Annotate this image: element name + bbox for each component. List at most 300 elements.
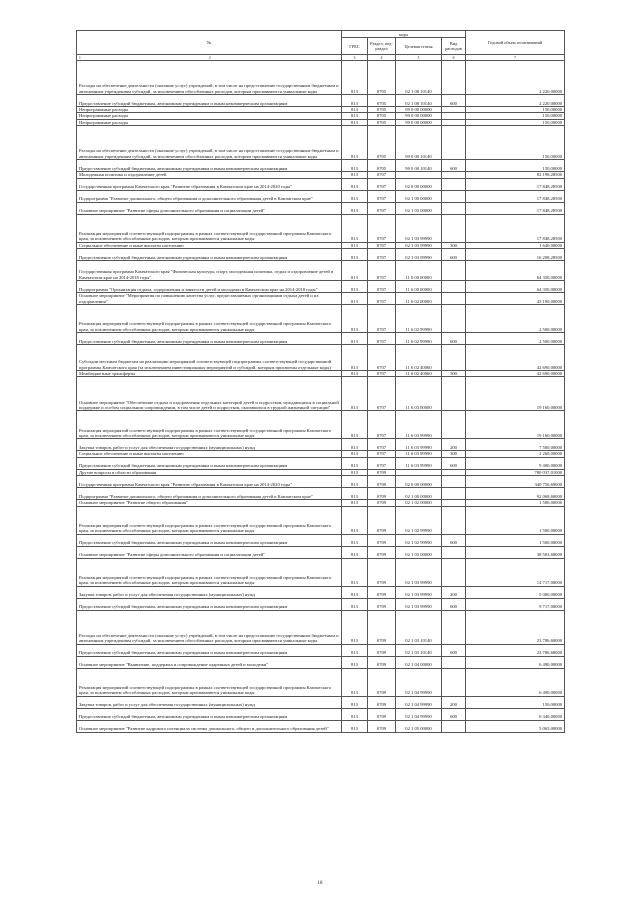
row-razdel: 0707 — [368, 439, 396, 451]
row-expense-type: 600 — [442, 708, 466, 720]
table-row — [77, 488, 565, 500]
table-row — [77, 202, 565, 214]
row-razdel: 0709 — [368, 534, 396, 546]
row-razdel: 0705 — [368, 61, 396, 95]
row-expense-type — [442, 190, 466, 202]
row-razdel: 0705 — [368, 160, 396, 172]
row-name: Подпрограмма "Организация отдыха, оздоровления и занятости детей и молодежи в Камчатском крае на 2014-2018 годы" — [77, 281, 342, 293]
row-target: 99 0 00 00000 — [396, 113, 442, 119]
row-target: 11 6 03 00000 — [396, 377, 442, 411]
row-expense-type — [442, 281, 466, 293]
row-target: 02 1 04 99990 — [396, 668, 442, 696]
row-name: Государственная программа Камчатского края "Развитие образования в Камчатском крае на 2014-2020 годы" — [77, 178, 342, 190]
row-expense-type — [442, 178, 466, 190]
row-name: Предоставление субсидий бюджетным, автономным учреждениям и иным некоммерческим организациям — [77, 249, 342, 261]
table-header — [77, 31, 565, 61]
table-body — [77, 61, 565, 733]
row-amount: 16 208,28500 — [466, 249, 565, 261]
row-razdel: 0705 — [368, 113, 396, 119]
row-target: 02 0 00 00000 — [396, 476, 442, 488]
table-row — [77, 214, 565, 242]
row-name: Социальное обеспечение и иные выплаты населению — [77, 451, 342, 457]
row-amount: 38 503,68000 — [466, 546, 565, 558]
row-expense-type: 600 — [442, 249, 466, 261]
row-grbs: 813 — [342, 293, 368, 305]
row-name: Межбюджетные трансферты — [77, 371, 342, 377]
row-target: 02 1 02 99990 — [396, 506, 442, 534]
row-grbs: 813 — [342, 558, 368, 586]
table-row — [77, 506, 565, 534]
row-razdel: 0707 — [368, 214, 396, 242]
row-name: Реализация мероприятий соответствующей подпрограммы в рамках соответствующей государственной программы Камчатского края, за исключением обособленных расходов, которым присваиваются уникальные коды — [77, 668, 342, 696]
row-razdel: 0709 — [368, 488, 396, 500]
row-razdel: 0707 — [368, 371, 396, 377]
header-index-6: 6 — [442, 55, 466, 61]
row-amount: 42 690,00000 — [466, 345, 565, 371]
row-expense-type — [442, 476, 466, 488]
row-expense-type: 600 — [442, 95, 466, 107]
row-target: 02 1 02 99990 — [396, 534, 442, 546]
row-amount: 340 750,69000 — [466, 476, 565, 488]
row-amount: 23 786,68000 — [466, 644, 565, 656]
row-grbs: 813 — [342, 281, 368, 293]
row-grbs: 813 — [342, 500, 368, 506]
header-sum: Годовой объем ассигнований — [466, 31, 565, 55]
row-name: Расходы на обеспечение деятельности (оказание услуг) учреждений, в том числе на предоставление государственным бюджетным и автономным учреждениям субсидий, за исключением обособленных расходов, которым присваиваются уникальные коды — [77, 61, 342, 95]
row-amount: 23 786,68000 — [466, 610, 565, 644]
row-name: Подпрограмма "Развитие дошкольного, общего образования и дополнительного образования детей в Камчатском крае" — [77, 488, 342, 500]
row-razdel: 0707 — [368, 242, 396, 248]
row-razdel: 0709 — [368, 598, 396, 610]
row-amount: 19 160,00000 — [466, 411, 565, 439]
row-amount: 92 068,68000 — [466, 488, 565, 500]
header-codes: коды — [342, 31, 466, 38]
table-row — [77, 178, 565, 190]
budget-table — [76, 30, 565, 733]
row-name: Предоставление субсидий бюджетным, автономным учреждениям и иным некоммерческим организациям — [77, 644, 342, 656]
row-target: 02 1 03 99990 — [396, 586, 442, 598]
row-target: 11 6 02 40060 — [396, 371, 442, 377]
row-grbs: 813 — [342, 488, 368, 500]
row-name: Предоставление субсидий бюджетным, автономным учреждениям и иным некоммерческим организациям — [77, 534, 342, 546]
row-amount: 64 350,00000 — [466, 281, 565, 293]
row-razdel: 0709 — [368, 476, 396, 488]
row-grbs: 813 — [342, 202, 368, 214]
row-razdel: 0707 — [368, 281, 396, 293]
budget-sheet — [76, 30, 564, 733]
row-name: Основное мероприятие "Развитие сферы дополнительного образования и социализации детей" — [77, 202, 342, 214]
row-grbs: 813 — [342, 61, 368, 95]
row-amount: 150,00000 — [466, 113, 565, 119]
row-name: Непрограммные расходы — [77, 107, 342, 113]
row-razdel: 0709 — [368, 469, 396, 475]
row-amount: 1 500,00000 — [466, 506, 565, 534]
row-razdel: 0709 — [368, 668, 396, 696]
table-row — [77, 305, 565, 333]
row-amount: 64 350,00000 — [466, 261, 565, 281]
row-target: 11 6 03 99990 — [396, 451, 442, 457]
row-expense-type — [442, 261, 466, 281]
row-expense-type: 200 — [442, 586, 466, 598]
row-grbs: 813 — [342, 261, 368, 281]
table-row — [77, 476, 565, 488]
row-expense-type: 300 — [442, 242, 466, 248]
row-name: Предоставление субсидий бюджетным, автономным учреждениям и иным некоммерческим организациям — [77, 333, 342, 345]
row-grbs: 813 — [342, 178, 368, 190]
table-row — [77, 261, 565, 281]
row-grbs: 813 — [342, 411, 368, 439]
row-expense-type: 600 — [442, 457, 466, 469]
row-expense-type — [442, 202, 466, 214]
row-expense-type: 600 — [442, 333, 466, 345]
row-name: Реализация мероприятий соответствующей подпрограммы в рамках соответствующей государственной программы Камчатского края, за исключением обособленных расходов, которым присваиваются уникальные коды — [77, 558, 342, 586]
table-row — [77, 377, 565, 411]
row-grbs: 813 — [342, 172, 368, 178]
row-target: 02 1 05 00000 — [396, 720, 442, 732]
row-grbs: 813 — [342, 598, 368, 610]
header-vr: Вид расходов — [442, 38, 466, 55]
row-name: Закупка товаров, работ и услуг для обеспечения государственных (муниципальных) нужд — [77, 696, 342, 708]
table-row — [77, 333, 565, 345]
row-amount: 1 500,00000 — [466, 500, 565, 506]
header-cs: Целевая статья — [396, 38, 442, 55]
row-expense-type: 600 — [442, 598, 466, 610]
row-amount: 2 220,00000 — [466, 95, 565, 107]
row-razdel: 0707 — [368, 202, 396, 214]
header-index-5: 5 — [396, 55, 442, 61]
row-target: 02 1 03 99990 — [396, 598, 442, 610]
row-grbs: 813 — [342, 476, 368, 488]
row-name: Предоставление субсидий бюджетным, автономным учреждениям и иным некоммерческим организациям — [77, 708, 342, 720]
row-grbs: 813 — [342, 534, 368, 546]
row-amount: 2 220,00000 — [466, 61, 565, 95]
row-grbs: 813 — [342, 720, 368, 732]
row-expense-type — [442, 668, 466, 696]
row-target: 02 0 00 00000 — [396, 178, 442, 190]
row-grbs: 813 — [342, 439, 368, 451]
row-amount: 9 717,00000 — [466, 598, 565, 610]
header-razdel: Раздел, под-раздел — [368, 38, 396, 55]
row-grbs: 813 — [342, 696, 368, 708]
table-row — [77, 546, 565, 558]
row-amount: 17 848,28500 — [466, 214, 565, 242]
row-expense-type — [442, 610, 466, 644]
row-amount: 42 690,00000 — [466, 371, 565, 377]
row-target: 02 1 08 10140 — [396, 95, 442, 107]
row-razdel: 0709 — [368, 610, 396, 644]
table-row — [77, 190, 565, 202]
row-amount: 150,00000 — [466, 126, 565, 160]
row-expense-type — [442, 411, 466, 439]
row-razdel: 0709 — [368, 720, 396, 732]
row-grbs: 813 — [342, 377, 368, 411]
row-name: Расходы на обеспечение деятельности (оказание услуг) учреждений, в том числе на предоставление государственным бюджетным и автономным учреждениям субсидий, за исключением обособленных расходов, которым присваиваются уникальные коды — [77, 610, 342, 644]
row-target: 99 0 00 10140 — [396, 126, 442, 160]
row-target: 02 1 03 99990 — [396, 214, 442, 242]
row-razdel: 0707 — [368, 411, 396, 439]
row-expense-type — [442, 488, 466, 500]
row-razdel: 0709 — [368, 708, 396, 720]
row-razdel: 0705 — [368, 95, 396, 107]
table-row — [77, 95, 565, 107]
table-row — [77, 644, 565, 656]
row-name: Основное мероприятие "Мероприятия по повышению качества услуг, предоставляемых организациями отдыха детей и их оздоровления" — [77, 293, 342, 305]
table-row — [77, 411, 565, 439]
header-grbs: ГРБС — [342, 38, 368, 55]
row-expense-type: 500 — [442, 371, 466, 377]
row-target: 11 6 03 99990 — [396, 439, 442, 451]
table-row — [77, 558, 565, 586]
row-expense-type: 200 — [442, 696, 466, 708]
row-name: Подпрограмма "Развитие дошкольного, общего образования и дополнительного образования детей в Камчатском крае" — [77, 190, 342, 202]
row-name: Реализация мероприятий соответствующей подпрограммы в рамках соответствующей государственной программы Камчатского края, за исключением обособленных расходов, которым присваиваются уникальные коды — [77, 506, 342, 534]
row-target: 99 0 00 00000 — [396, 119, 442, 125]
row-target: 99 0 00 10140 — [396, 160, 442, 172]
row-name: Предоставление субсидий бюджетным, автономным учреждениям и иным некоммерческим организациям — [77, 95, 342, 107]
row-grbs: 813 — [342, 371, 368, 377]
row-target: 02 1 00 00000 — [396, 488, 442, 500]
row-grbs: 813 — [342, 506, 368, 534]
row-amount: 17 848,28500 — [466, 190, 565, 202]
header-index-2: 2 — [209, 55, 211, 60]
row-razdel: 0707 — [368, 261, 396, 281]
row-amount: 5 000,00000 — [466, 586, 565, 598]
row-grbs: 813 — [342, 610, 368, 644]
header-num: № — [77, 31, 342, 55]
row-target: 02 1 04 99990 — [396, 696, 442, 708]
row-target: 02 1 04 99990 — [396, 708, 442, 720]
row-razdel: 0707 — [368, 457, 396, 469]
row-target: 02 1 00 00000 — [396, 190, 442, 202]
row-razdel: 0709 — [368, 586, 396, 598]
row-amount: 1 500,00000 — [466, 534, 565, 546]
row-grbs: 813 — [342, 708, 368, 720]
row-expense-type — [442, 345, 466, 371]
row-target: 11 6 03 99990 — [396, 411, 442, 439]
row-name: Предоставление субсидий бюджетным, автономным учреждениям и иным некоммерческим организациям — [77, 598, 342, 610]
row-grbs: 813 — [342, 469, 368, 475]
table-row — [77, 720, 565, 732]
row-amount: 150,00000 — [466, 160, 565, 172]
row-name: Закупка товаров, работ и услуг для обеспечения государственных (муниципальных) нужд — [77, 439, 342, 451]
row-grbs: 813 — [342, 119, 368, 125]
row-expense-type — [442, 656, 466, 668]
row-razdel: 0709 — [368, 546, 396, 558]
row-razdel: 0707 — [368, 305, 396, 333]
row-razdel: 0707 — [368, 345, 396, 371]
row-amount: 19 160,00000 — [466, 377, 565, 411]
row-target: 02 1 03 00000 — [396, 202, 442, 214]
row-expense-type — [442, 506, 466, 534]
row-amount: 6 490,00000 — [466, 656, 565, 668]
table-row — [77, 610, 565, 644]
row-grbs: 813 — [342, 107, 368, 113]
row-name: Социальное обеспечение и иные выплаты населению — [77, 242, 342, 248]
row-expense-type — [442, 126, 466, 160]
row-target: 02 1 03 10140 — [396, 610, 442, 644]
row-expense-type — [442, 720, 466, 732]
table-row — [77, 586, 565, 598]
row-razdel: 0707 — [368, 190, 396, 202]
table-row — [77, 439, 565, 451]
row-name: Другие вопросы в области образования — [77, 469, 342, 475]
row-razdel: 0707 — [368, 249, 396, 261]
row-target: 99 0 00 00000 — [396, 107, 442, 113]
row-amount: 14 717,00000 — [466, 558, 565, 586]
row-name: Расходы на обеспечение деятельности (оказание услуг) учреждений, в том числе на предоставление государственным бюджетным и автономным учреждениям субсидий, за исключением обособленных расходов, которым присваиваются уникальные коды — [77, 126, 342, 160]
row-amount: 150,00000 — [466, 696, 565, 708]
row-expense-type: 600 — [442, 534, 466, 546]
row-razdel: 0707 — [368, 172, 396, 178]
row-target: 02 1 03 10140 — [396, 644, 442, 656]
header-index-1: 1 — [79, 55, 81, 60]
row-razdel: 0709 — [368, 558, 396, 586]
row-target: 02 1 03 99990 — [396, 558, 442, 586]
row-target: 02 1 03 99990 — [396, 242, 442, 248]
row-razdel: 0705 — [368, 126, 396, 160]
row-amount: 1 640,00000 — [466, 242, 565, 248]
row-razdel: 0709 — [368, 506, 396, 534]
row-target: 02 1 04 00000 — [396, 656, 442, 668]
row-name: Основное мероприятие "Развитие сферы дополнительного образования и социализации детей" — [77, 546, 342, 558]
table-row — [77, 293, 565, 305]
table-row — [77, 61, 565, 95]
row-target: 11 6 02 99990 — [396, 333, 442, 345]
row-expense-type: 600 — [442, 644, 466, 656]
row-amount: 9 400,00000 — [466, 457, 565, 469]
row-grbs: 813 — [342, 333, 368, 345]
row-name: Основное мероприятие "Выявление, поддержка и сопровождение одаренных детей и молодежи" — [77, 656, 342, 668]
row-grbs: 813 — [342, 656, 368, 668]
row-name: Закупка товаров, работ и услуг для обеспечения государственных (муниципальных) нужд — [77, 586, 342, 598]
row-expense-type: 300 — [442, 451, 466, 457]
row-razdel: 0707 — [368, 451, 396, 457]
row-amount: 6 340,00000 — [466, 708, 565, 720]
row-target: 11 6 00 00000 — [396, 281, 442, 293]
row-expense-type — [442, 546, 466, 558]
row-name: Реализация мероприятий соответствующей подпрограммы в рамках соответствующей государственной программы Камчатского края, за исключением обособленных расходов, которым присваиваются уникальные коды — [77, 214, 342, 242]
row-name: Непрограммные расходы — [77, 119, 342, 125]
row-razdel: 0707 — [368, 377, 396, 411]
row-name: Реализация мероприятий соответствующей подпрограммы в рамках соответствующей государственной программы Камчатского края, за исключением обособленных расходов, которым присваиваются уникальные коды — [77, 305, 342, 333]
row-grbs: 813 — [342, 345, 368, 371]
row-name: Государственная программа Камчатского края "Физическая культура, спорт, молодежная политика, отдых и оздоровление детей в Камчатском крае на 2014-2018 годы" — [77, 261, 342, 281]
row-grbs: 813 — [342, 190, 368, 202]
row-expense-type — [442, 214, 466, 242]
row-target: 02 1 02 00000 — [396, 500, 442, 506]
row-grbs: 813 — [342, 160, 368, 172]
row-grbs: 813 — [342, 95, 368, 107]
row-name: Основное мероприятие "Развитие общего образования" — [77, 500, 342, 506]
row-expense-type: 600 — [442, 160, 466, 172]
row-target: 11 6 02 40060 — [396, 345, 442, 371]
row-amount: 17 848,28500 — [466, 202, 565, 214]
table-row — [77, 281, 565, 293]
row-name: Предоставление субсидий бюджетным, автономным учреждениям и иным некоммерческим организациям — [77, 457, 342, 469]
table-row — [77, 598, 565, 610]
row-amount: 780 037,01000 — [466, 469, 565, 475]
row-razdel: 0709 — [368, 656, 396, 668]
row-grbs: 813 — [342, 113, 368, 119]
table-row — [77, 249, 565, 261]
row-target: 11 6 02 99990 — [396, 305, 442, 333]
header-index-4: 4 — [368, 55, 396, 61]
row-expense-type — [442, 61, 466, 95]
row-razdel: 0707 — [368, 293, 396, 305]
row-name: Основное мероприятие "Развитие кадрового потенциала системы дошкольного, общего и дополнительного образования детей" — [77, 720, 342, 732]
row-amount: 150,00000 — [466, 119, 565, 125]
row-amount: 5 065,00000 — [466, 720, 565, 732]
row-razdel: 0707 — [368, 178, 396, 190]
row-amount: 6 490,00000 — [466, 668, 565, 696]
table-row — [77, 126, 565, 160]
table-row — [77, 656, 565, 668]
row-razdel: 0705 — [368, 119, 396, 125]
table-row — [77, 345, 565, 371]
row-grbs: 813 — [342, 668, 368, 696]
row-grbs: 813 — [342, 242, 368, 248]
row-razdel: 0709 — [368, 500, 396, 506]
row-name: Субсидии местным бюджетам на реализацию мероприятий соответствующей подпрограммы соответствующей государственной программы Камчатского края (за исключением инвестиционных мероприятий и субсидий, которым присвоены отдельные коды) — [77, 345, 342, 371]
row-razdel: 0709 — [368, 644, 396, 656]
row-amount: 17 848,28500 — [466, 178, 565, 190]
row-grbs: 813 — [342, 126, 368, 160]
row-amount: 150,00000 — [466, 107, 565, 113]
row-expense-type — [442, 293, 466, 305]
row-target: 11 0 00 00000 — [396, 261, 442, 281]
table-row — [77, 696, 565, 708]
row-grbs: 813 — [342, 644, 368, 656]
row-grbs: 813 — [342, 451, 368, 457]
row-target: 02 1 03 00000 — [396, 546, 442, 558]
row-target: 11 6 02 00000 — [396, 293, 442, 305]
table-row — [77, 457, 565, 469]
row-razdel: 0709 — [368, 696, 396, 708]
row-grbs: 813 — [342, 249, 368, 261]
table-row — [77, 534, 565, 546]
row-amount: 2 500,00000 — [466, 305, 565, 333]
row-razdel: 0705 — [368, 107, 396, 113]
row-name: Основное мероприятие "Обеспечение отдыха и оздоровления отдельных категорий детей и подростков, нуждающихся в социальной поддержке и особом социальном сопровождении, в том числе детей и подростков, оказавшихся в трудной жизненной ситуации" — [77, 377, 342, 411]
table-row — [77, 160, 565, 172]
row-target: 11 6 03 99990 — [396, 457, 442, 469]
row-grbs: 813 — [342, 305, 368, 333]
row-target: 02 1 03 99990 — [396, 249, 442, 261]
row-grbs: 813 — [342, 457, 368, 469]
row-name: Предоставление субсидий бюджетным, автономным учреждениям и иным некоммерческим организациям — [77, 160, 342, 172]
header-index-3: 3 — [342, 55, 368, 61]
row-name: Непрограммные расходы — [77, 113, 342, 119]
row-amount: 82 198,28500 — [466, 172, 565, 178]
row-amount: 2 260,00000 — [466, 451, 565, 457]
row-amount: 7 500,00000 — [466, 439, 565, 451]
page-number: 18 — [317, 881, 323, 886]
row-name: Государственная программа Камчатского края "Развитие образования в Камчатском крае на 2014-2020 годы" — [77, 476, 342, 488]
row-expense-type — [442, 558, 466, 586]
row-grbs: 813 — [342, 586, 368, 598]
row-target: 02 1 08 10140 — [396, 61, 442, 95]
row-expense-type — [442, 305, 466, 333]
row-expense-type — [442, 377, 466, 411]
row-name: Молодежная политика и оздоровление детей — [77, 172, 342, 178]
row-grbs: 813 — [342, 214, 368, 242]
table-row — [77, 668, 565, 696]
row-amount: 2 500,00000 — [466, 333, 565, 345]
row-amount: 45 190,00000 — [466, 293, 565, 305]
header-index-7: 7 — [466, 55, 565, 61]
row-razdel: 0707 — [368, 333, 396, 345]
table-row — [77, 708, 565, 720]
